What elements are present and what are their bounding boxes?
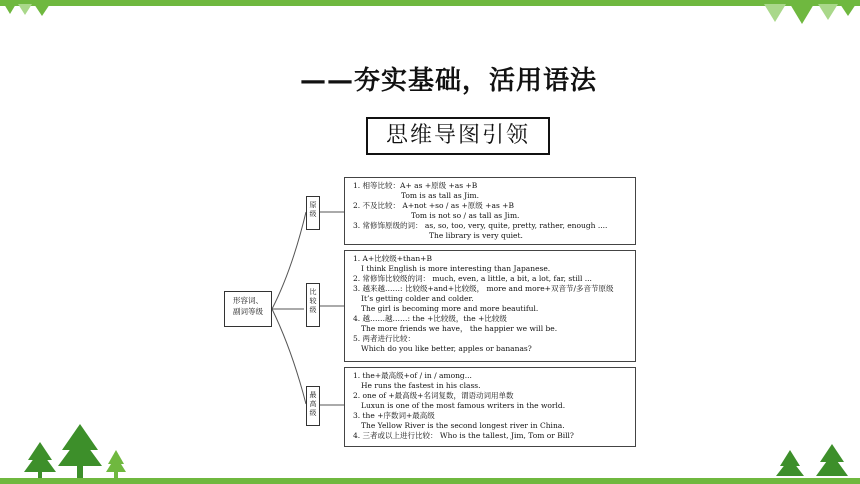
comparative-degree-box — [344, 250, 636, 362]
category-char: 原 — [309, 201, 317, 209]
root-label-line: 形容词、 — [233, 296, 263, 305]
category-positive — [306, 196, 320, 230]
example-line: He runs the fastest in his class. — [361, 381, 481, 390]
rule-line: 3. 越来越……: 比较级+and+比较级， more and more+双音节/多音节原级 — [353, 284, 614, 293]
example-line: The more friends we have， the happier we will be. — [361, 324, 558, 333]
rule-line: 1. the+最高级+of / in / among... — [353, 371, 472, 380]
category-char: 级 — [309, 210, 317, 218]
category-char: 较 — [309, 297, 317, 305]
example-line: I think English is more interesting than Japanese. — [361, 264, 551, 273]
superlative-degree-box — [344, 367, 636, 447]
category-comparative — [306, 283, 320, 327]
example-line: Which do you like better, apples or bananas? — [361, 344, 532, 353]
category-char: 级 — [309, 306, 317, 314]
page-heading: ——夯实基础，活用语法 — [300, 66, 598, 96]
root-label-line: 副词等级 — [233, 307, 263, 316]
category-superlative — [306, 386, 320, 426]
category-char: 级 — [309, 409, 317, 417]
rule-line: 2. one of +最高级+名词复数，谓语动词用单数 — [353, 391, 514, 400]
rule-line: 1. A+比较级+than+B — [353, 254, 432, 263]
example-line: Tom is not so / as tall as Jim. — [411, 211, 520, 220]
rule-line: 4. 三者或以上进行比较： Who is the tallest, Jim, Tom or Bill? — [353, 431, 574, 440]
example-line: It’s getting colder and colder. — [361, 294, 474, 303]
category-char: 最 — [309, 391, 317, 399]
subtitle-box: 思维导图引领 — [366, 117, 550, 155]
example-line: The Yellow River is the second longest river in China. — [361, 421, 565, 430]
rule-line: 3. 常修饰原级的词： as, so, too, very, quite, pretty, rather, enough .... — [353, 221, 608, 230]
rule-line: 1. 相等比较：A+ as +原级 +as +B — [353, 181, 478, 190]
rule-line: 2. 不及比较： A+not +so / as +原级 +as +B — [353, 201, 514, 210]
rule-line: 3. the +序数词+最高级 — [353, 411, 435, 420]
example-line: The library is very quiet. — [429, 231, 523, 240]
rule-line: 4. 越……越……: the +比较级，the +比较级 — [353, 314, 507, 323]
example-line: The girl is becoming more and more beautiful. — [361, 304, 539, 313]
positive-degree-box — [344, 177, 636, 245]
rule-line: 5. 两者进行比较： — [353, 334, 416, 343]
rule-line: 2. 常修饰比较级的词： much, even, a little, a bit, a lot, far, still ... — [353, 274, 592, 283]
example-line: Luxun is one of the most famous writers in the world. — [361, 401, 566, 410]
example-line: Tom is as tall as Jim. — [401, 191, 480, 200]
root-node — [224, 291, 272, 327]
category-char: 比 — [309, 288, 317, 296]
category-char: 高 — [309, 400, 317, 408]
